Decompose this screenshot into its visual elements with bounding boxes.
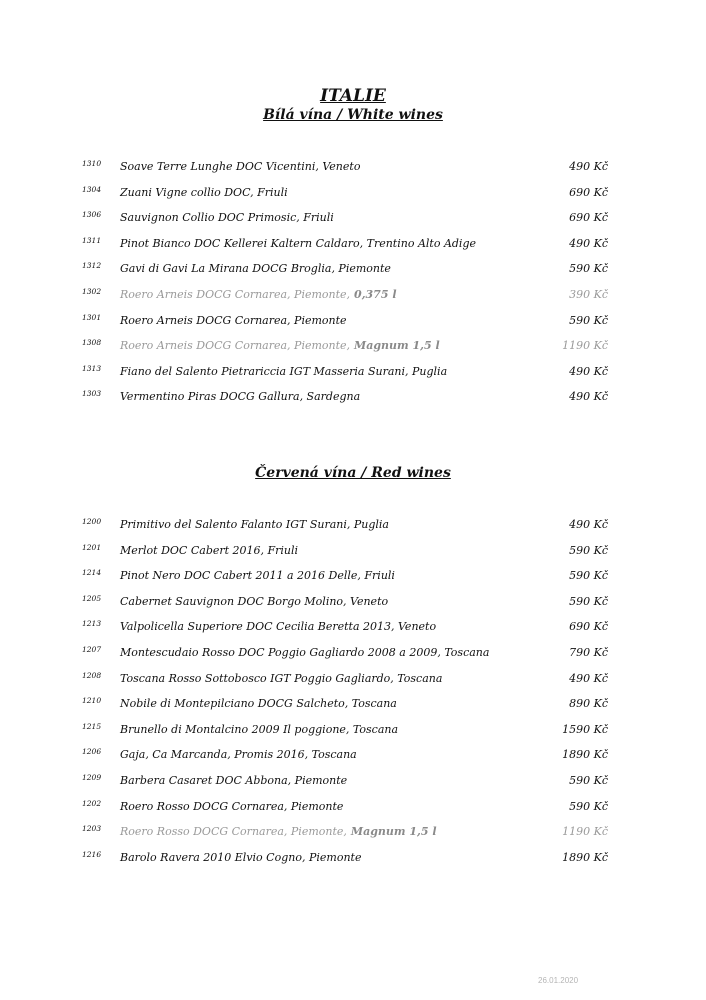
wine-name-text: Vermentino Piras DOCG Gallura, Sardegna [120, 390, 361, 404]
wine-price: 390 Kč [569, 288, 608, 301]
wine-code: 1209 [82, 773, 102, 782]
wine-name [120, 774, 347, 787]
wine-name-text: Sauvignon Collio DOC Primosic, Friuli [120, 211, 334, 225]
wine-code: 1200 [82, 517, 102, 526]
wine-name [120, 160, 360, 173]
wine-name [120, 697, 397, 710]
wine-price: 690 Kč [569, 620, 608, 634]
wine-row [0, 261, 706, 281]
wine-row [0, 850, 706, 870]
wine-row [0, 722, 706, 742]
wine-volume-note: Magnum 1,5 l [354, 339, 440, 353]
wine-price: 590 Kč [569, 799, 608, 813]
wine-row [0, 799, 706, 819]
wine-name-text: Zuani Vigne collio DOC, Friuli [120, 185, 288, 199]
wine-code: 1304 [82, 184, 102, 194]
wine-code: 1303 [82, 389, 102, 399]
wine-name [120, 825, 437, 838]
wine-row [0, 364, 706, 384]
wine-name-text: Gavi di Gavi La Mirana DOCG Broglia, Piemonte [120, 262, 391, 276]
wine-row [0, 159, 706, 179]
white-wines-heading: Bílá vína / White wines [263, 107, 443, 123]
wine-name-text: Roero Arneis DOCG Cornarea, Piemonte, [120, 288, 351, 301]
wine-row [0, 287, 706, 307]
wine-name-text: Cabernet Sauvignon DOC Borgo Molino, Veneto [120, 594, 389, 608]
wine-name-text: Valpolicella Superiore DOC Cecilia Beretta 2013, Veneto [120, 620, 437, 634]
wine-row [0, 185, 706, 205]
wine-price: 1590 Kč [562, 722, 608, 736]
wine-price: 690 Kč [569, 185, 608, 199]
wine-name-text: Soave Terre Lunghe DOC Vicentini, Veneto [120, 160, 361, 173]
wine-price: 490 Kč [569, 160, 608, 173]
wine-name [120, 314, 347, 327]
wine-name-text: Roero Rosso DOCG Cornarea, Piemonte, [120, 825, 347, 839]
wine-price: 590 Kč [569, 594, 608, 608]
wine-row [0, 313, 706, 333]
wine-name [120, 262, 391, 275]
wine-code: 1210 [82, 696, 102, 706]
country-title: ITALIE [320, 86, 386, 106]
wine-name [120, 672, 442, 685]
wine-name [120, 569, 395, 582]
wine-name [120, 851, 361, 864]
wine-code: 1214 [82, 568, 102, 578]
wine-row [0, 696, 706, 716]
wine-name [120, 390, 360, 403]
wine-code: 1201 [82, 542, 102, 552]
wine-row [0, 568, 706, 588]
wine-code: 1205 [82, 593, 102, 603]
wine-name-text: Toscana Rosso Sottobosco IGT Poggio Gagliardo, Toscana [120, 671, 443, 685]
wine-row [0, 389, 706, 409]
wine-name-text: Fiano del Salento Pietrariccia IGT Masseria Surani, Puglia [120, 364, 448, 378]
wine-name [120, 237, 476, 250]
wine-name [120, 339, 440, 352]
wine-price: 790 Kč [569, 646, 608, 659]
wine-row [0, 773, 706, 793]
wine-name-text: Barbera Casaret DOC Abbona, Piemonte [120, 774, 348, 787]
wine-name-text: Barolo Ravera 2010 Elvio Cogno, Piemonte [120, 850, 362, 864]
wine-price: 590 Kč [569, 262, 608, 276]
wine-name [120, 288, 397, 301]
wine-price: 1190 Kč [562, 339, 608, 353]
wine-name-text: Roero Rosso DOCG Cornarea, Piemonte [120, 799, 344, 813]
wine-row [0, 338, 706, 358]
wine-name-text: Brunello di Montalcino 2009 Il poggione, Toscana [120, 722, 399, 736]
wine-price: 1890 Kč [562, 850, 608, 864]
wine-price: 590 Kč [569, 313, 608, 327]
wine-name [120, 186, 288, 199]
wine-price: 490 Kč [569, 390, 608, 404]
red-wines-heading: Červená vína / Red wines [255, 465, 451, 481]
wine-price: 490 Kč [569, 364, 608, 378]
wine-name-text: Gaja, Ca Marcanda, Promis 2016, Toscana [120, 748, 357, 762]
wine-name-text: Montescudaio Rosso DOC Poggio Gagliardo 2008 a 2009, Toscana [120, 646, 490, 659]
wine-name-text: Roero Arneis DOCG Cornarea, Piemonte, [120, 339, 351, 353]
wine-code: 1216 [82, 849, 102, 859]
wine-row [0, 645, 706, 665]
wine-price: 590 Kč [569, 774, 608, 787]
wine-code: 1215 [82, 721, 102, 731]
wine-code: 1206 [82, 747, 102, 757]
wine-name [120, 518, 389, 531]
wine-name-text: Nobile di Montepilciano DOCG Salcheto, Toscana [120, 697, 397, 711]
wine-name [120, 544, 298, 557]
wine-price: 490 Kč [569, 236, 608, 250]
wine-name-text: Roero Arneis DOCG Cornarea, Piemonte [120, 313, 347, 327]
wine-row [0, 517, 706, 537]
footer-date: 26.01.2020 [538, 976, 579, 985]
wine-row [0, 236, 706, 256]
wine-price: 1890 Kč [562, 748, 608, 762]
wine-code: 1313 [82, 363, 102, 373]
wine-price: 690 Kč [569, 211, 608, 225]
wine-code: 1311 [82, 235, 102, 245]
wine-row [0, 543, 706, 563]
wine-row [0, 671, 706, 691]
wine-price: 490 Kč [569, 518, 608, 531]
wine-name [120, 211, 334, 224]
wine-code: 1312 [82, 261, 102, 271]
wine-price: 890 Kč [569, 697, 608, 711]
wine-code: 1207 [82, 645, 102, 654]
wine-code: 1306 [82, 210, 102, 220]
wine-name [120, 620, 436, 633]
wine-row [0, 210, 706, 230]
wine-price: 590 Kč [569, 543, 608, 557]
wine-volume-note: 0,375 l [354, 288, 397, 301]
wine-name [120, 595, 388, 608]
wine-row [0, 824, 706, 844]
wine-name [120, 723, 398, 736]
wine-row [0, 619, 706, 639]
wine-price: 590 Kč [569, 569, 608, 583]
wine-code: 1202 [82, 798, 102, 808]
wine-code: 1310 [82, 159, 102, 168]
wine-name-text: Pinot Nero DOC Cabert 2011 a 2016 Delle, Friuli [120, 569, 395, 583]
wine-name [120, 646, 489, 659]
wine-code: 1213 [82, 619, 102, 629]
wine-row [0, 747, 706, 767]
wine-row [0, 594, 706, 614]
wine-code: 1203 [82, 824, 102, 834]
wine-name [120, 800, 343, 813]
wine-price: 490 Kč [569, 671, 608, 685]
wine-name-text: Merlot DOC Cabert 2016, Friuli [120, 543, 299, 557]
wine-price: 1190 Kč [562, 825, 608, 839]
wine-code: 1302 [82, 287, 102, 296]
wine-volume-note: Magnum 1,5 l [350, 825, 437, 839]
wine-code: 1208 [82, 670, 102, 680]
wine-name-text: Pinot Bianco DOC Kellerei Kaltern Caldaro, Trentino Alto Adige [120, 236, 476, 250]
wine-name-text: Primitivo del Salento Falanto IGT Surani, Puglia [120, 518, 389, 531]
wine-name [120, 365, 447, 378]
wine-name [120, 748, 357, 761]
wine-code: 1301 [82, 312, 102, 322]
wine-code: 1308 [82, 338, 102, 348]
